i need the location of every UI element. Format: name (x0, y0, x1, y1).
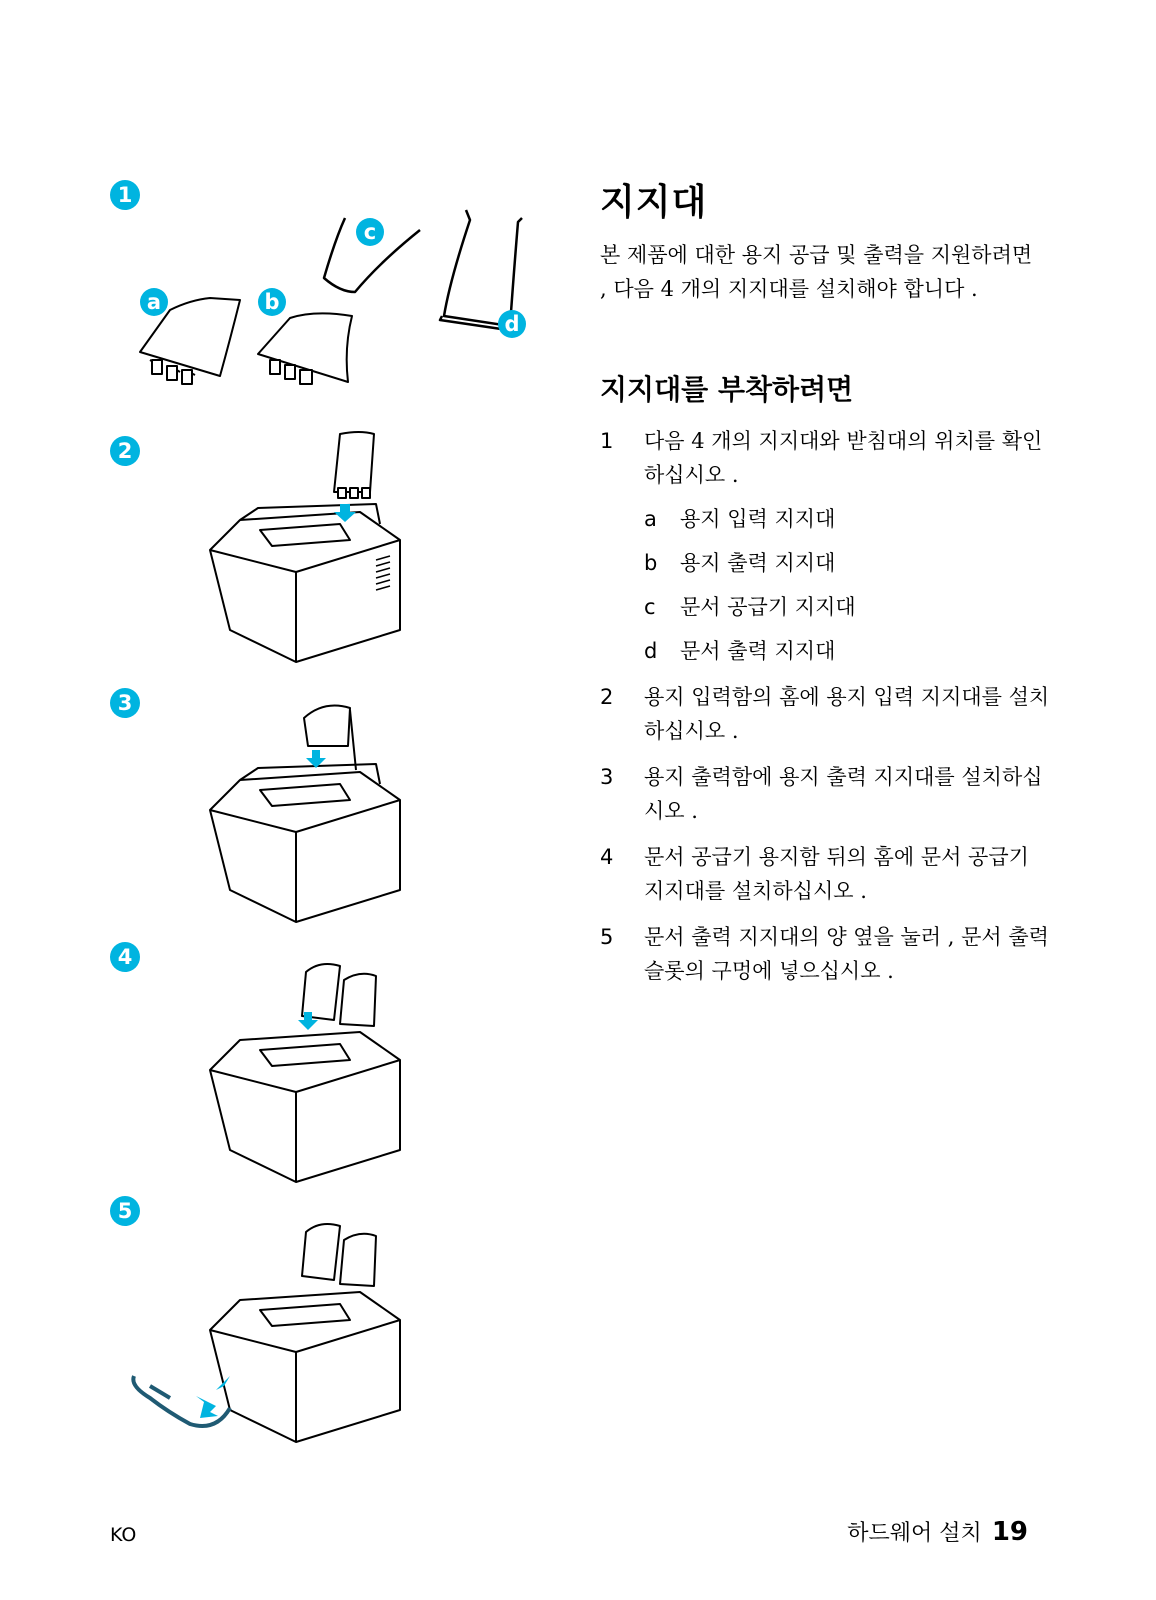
step-2 (600, 680, 1050, 748)
part-label-b: b (258, 288, 286, 316)
part-label-a: a (140, 288, 168, 316)
figure-step-4 (200, 950, 420, 1190)
step-5 (600, 920, 1050, 988)
substep-text: 용지 출력 지지대 (680, 551, 836, 575)
printer-illustration (200, 430, 420, 670)
figure-step-3-marker: 3 (110, 688, 140, 718)
page-number: 19 (991, 1517, 1028, 1547)
printer-illustration (120, 1210, 420, 1470)
step-text: 문서 공급기 용지함 뒤의 홈에 문서 공급기 지지대를 설치하십시오 . (644, 845, 1029, 903)
step-list (600, 424, 1050, 1000)
step-text: 용지 입력함의 홈에 용지 입력 지지대를 설치하십시오 . (644, 685, 1050, 743)
parts-illustration (130, 200, 550, 400)
support-shape (302, 1224, 340, 1280)
document-output-support-shape (133, 1376, 230, 1426)
step-text: 문서 출력 지지대의 양 옆을 눌러 , 문서 출력 슬롯의 구멍에 넣으십시오 . (644, 925, 1049, 983)
step-number: 5 (600, 925, 614, 949)
substep-letter: a (644, 507, 657, 531)
footer-section (847, 1516, 1028, 1547)
substep-d (644, 634, 1050, 668)
figure-step-2 (200, 430, 420, 670)
step-number: 4 (600, 845, 614, 869)
support-shape (302, 964, 340, 1020)
step-number: 3 (600, 765, 614, 789)
substep-letter: c (644, 595, 656, 619)
footer-language-code: KO (110, 1524, 137, 1546)
step-number: 2 (600, 685, 614, 709)
substep-letter: d (644, 639, 658, 663)
substep-text: 문서 공급기 지지대 (680, 595, 856, 619)
section-subtitle: 지지대를 부착하려면 (600, 373, 854, 406)
printer-illustration (200, 690, 420, 930)
step-1 (600, 424, 1050, 668)
substep-a (644, 502, 1050, 536)
intro-paragraph: 본 제품에 대한 용지 공급 및 출력을 지원하려면 , 다음 4 개의 지지대를 설치해야 합니다 . (600, 243, 1033, 301)
substep-c (644, 590, 1050, 624)
printer-illustration (200, 950, 420, 1190)
page-title: 지지대 (600, 182, 708, 223)
substep-text: 문서 출력 지지대 (680, 639, 836, 663)
substep-letter: b (644, 551, 658, 575)
figure-step-4-marker: 4 (110, 942, 140, 972)
part-label-c: c (356, 218, 384, 246)
figure-step-3 (200, 690, 420, 930)
support-shape (334, 432, 374, 492)
support-shape (304, 706, 350, 746)
output-support-d-shape (444, 210, 522, 326)
figure-step-1-marker: 1 (110, 180, 140, 210)
step-text: 다음 4 개의 지지대와 받침대의 위치를 확인하십시오 . (644, 429, 1043, 487)
figure-parts (130, 200, 550, 400)
figure-step-5 (120, 1210, 420, 1470)
arrow-icon (196, 1396, 218, 1418)
substep-text: 용지 입력 지지대 (680, 507, 836, 531)
figure-step-5-marker: 5 (110, 1196, 140, 1226)
step-3 (600, 760, 1050, 828)
part-label-d: d (498, 310, 526, 338)
step-text: 용지 출력함에 용지 출력 지지대를 설치하십시오 . (644, 765, 1043, 823)
substep-b (644, 546, 1050, 580)
step-4 (600, 840, 1050, 908)
footer-section-title: 하드웨어 설치 (847, 1521, 982, 1546)
step-number: 1 (600, 429, 614, 453)
figure-step-2-marker: 2 (110, 436, 140, 466)
